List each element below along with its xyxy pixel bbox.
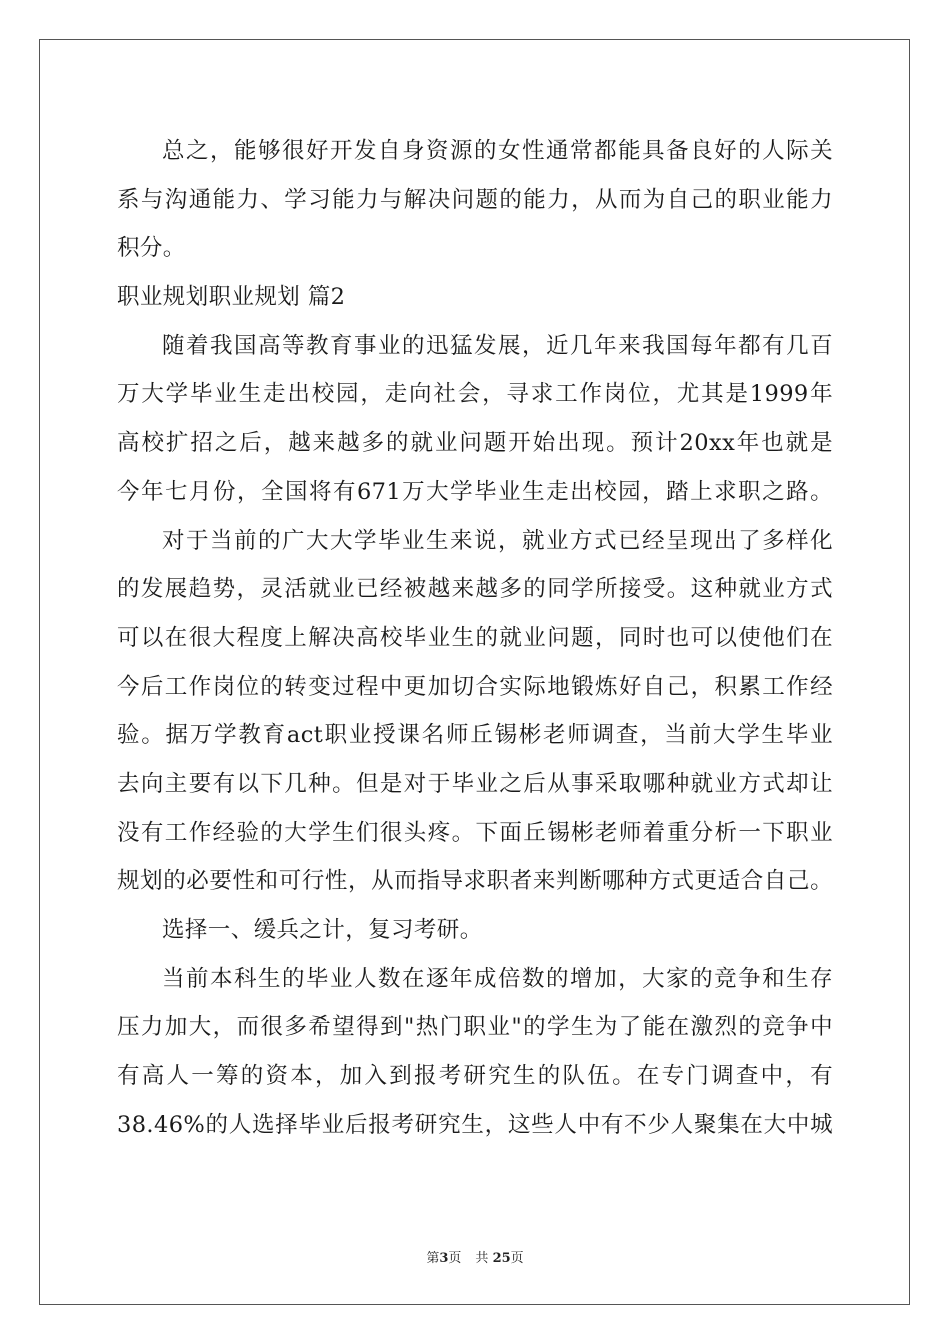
text-line: 验。据万学教育act职业授课名师丘锡彬老师调查，当前大学生毕业 [117, 722, 833, 749]
current-page: 3 [439, 1251, 449, 1266]
text-line: 规划的必要性和可行性，从而指导求职者来判断哪种方式更适合自己。 [117, 868, 833, 895]
text-line: 今后工作岗位的转变过程中更加切合实际地锻炼好自己，积累工作经 [117, 673, 833, 700]
text-line: 的发展趋势，灵活就业已经被越来越多的同学所接受。这种就业方式 [117, 576, 833, 603]
text-line: 对于当前的广大大学毕业生来说，就业方式已经呈现出了多样化 [162, 527, 833, 554]
text-line: 今年七月份，全国将有671万大学毕业生走出校园，踏上求职之路。 [117, 478, 833, 505]
text-line: 选择一、缓兵之计，复习考研。 [162, 917, 483, 943]
text-line: 万大学毕业生走出校园，走向社会，寻求工作岗位，尤其是1999年 [117, 381, 833, 408]
text-line: 去向主要有以下几种。但是对于毕业之后从事采取哪种就业方式却让 [117, 770, 833, 797]
total-pages: 25 [492, 1251, 511, 1266]
page-suffix: 页 [448, 1251, 462, 1266]
text-line: 没有工作经验的大学生们很头疼。下面丘锡彬老师着重分析一下职业 [117, 819, 833, 846]
total-suffix: 页 [510, 1251, 524, 1266]
text-line: 当前本科生的毕业人数在逐年成倍数的增加，大家的竞争和生存 [162, 965, 833, 992]
text-line: 随着我国高等教育事业的迅猛发展，近几年来我国每年都有几百 [162, 332, 833, 359]
page-number [426, 1247, 461, 1266]
text-line: 可以在很大程度上解决高校毕业生的就业问题，同时也可以使他们在 [117, 624, 833, 651]
text-line: 积分。 [117, 235, 186, 262]
text-line: 总之，能够很好开发自身资源的女性通常都能具备良好的人际关 [162, 138, 833, 164]
text-line: 高校扩招之后，越来越多的就业问题开始出现。预计20xx年也就是 [117, 430, 833, 457]
text-line: 压力加大，而很多希望得到"热门职业"的学生为了能在激烈的竞争中 [117, 1014, 833, 1041]
page-footer [0, 1247, 950, 1266]
section-heading: 职业规划职业规划 篇2 [117, 284, 346, 311]
page-prefix: 第 [426, 1251, 440, 1266]
total-prefix: 共 [475, 1251, 489, 1266]
text-line: 有高人一筹的资本，加入到报考研究生的队伍。在专门调查中，有 [117, 1063, 833, 1090]
text-line: 系与沟通能力、学习能力与解决问题的能力，从而为自己的职业能力 [117, 186, 833, 213]
page-total [475, 1247, 523, 1266]
document-body [117, 127, 833, 1149]
text-line: 38.46%的人选择毕业后报考研究生，这些人中有不少人聚集在大中城 [117, 1111, 833, 1138]
